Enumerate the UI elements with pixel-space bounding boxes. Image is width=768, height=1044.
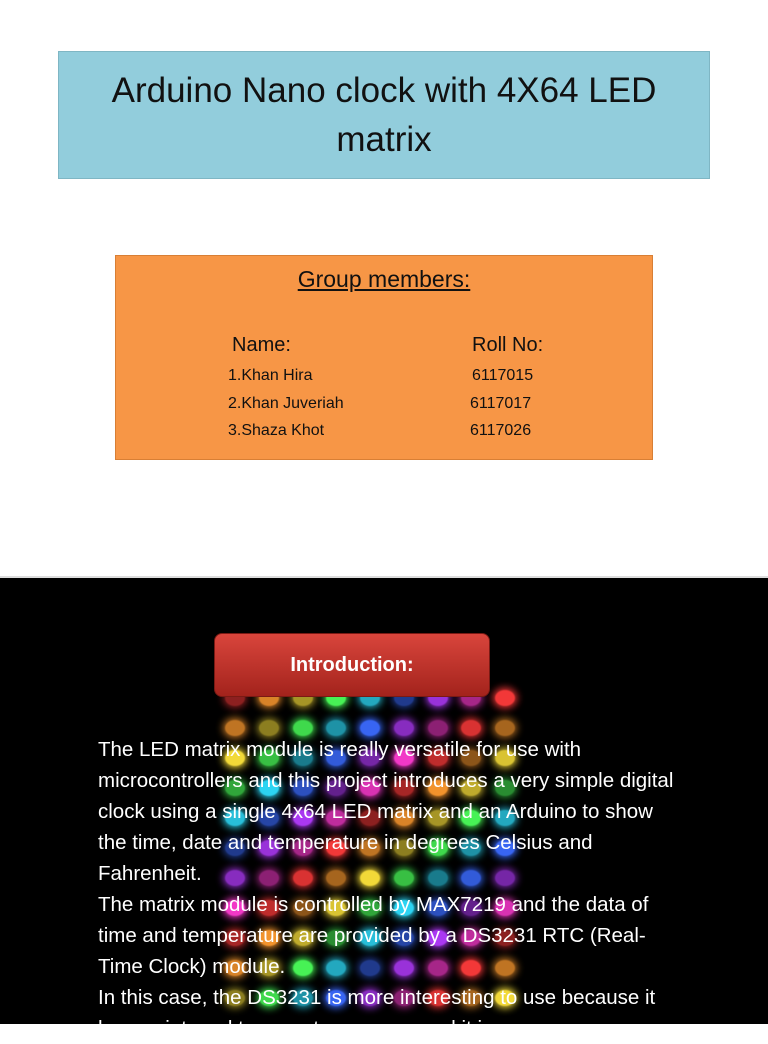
member-roll: 6117015 — [472, 367, 534, 384]
group-members-box — [115, 255, 653, 460]
member-name: 3.Shaza Khot — [228, 422, 325, 439]
name-column-header: Name: — [232, 334, 291, 356]
title-box — [58, 51, 710, 179]
member-name: 2.Khan Juveriah — [228, 395, 344, 412]
member-name: 1.Khan Hira — [228, 367, 313, 384]
introduction-text — [98, 734, 678, 1044]
introduction-button: Introduction: — [214, 633, 490, 697]
intro-paragraph: The matrix module is controlled by MAX7219 and the data of time and temperature are provided by a DS3231 RTC (Real-Time Clock) module. — [98, 893, 649, 978]
intro-paragraph: In this case, the DS3231 is more interesting to use because it has an internal temperature sensor and it is — [98, 986, 656, 1040]
slide-introduction — [0, 578, 768, 1040]
slide-title: Arduino Nano clock with 4X64 LED matrix — [111, 71, 657, 159]
intro-paragraph: The LED matrix module is really versatile for use with microcontrollers and this project introduces a very simple digital clock using a single 4x64 LED matrix and an Arduino to show the time, date and temperature in degrees Celsius and Fahrenheit. — [98, 738, 674, 885]
group-members-heading: Group members: — [297, 266, 471, 292]
member-roll: 6117017 — [470, 395, 532, 412]
led-dot — [495, 690, 515, 706]
member-roll: 6117026 — [470, 422, 532, 439]
roll-column-header: Roll No: — [472, 334, 544, 356]
